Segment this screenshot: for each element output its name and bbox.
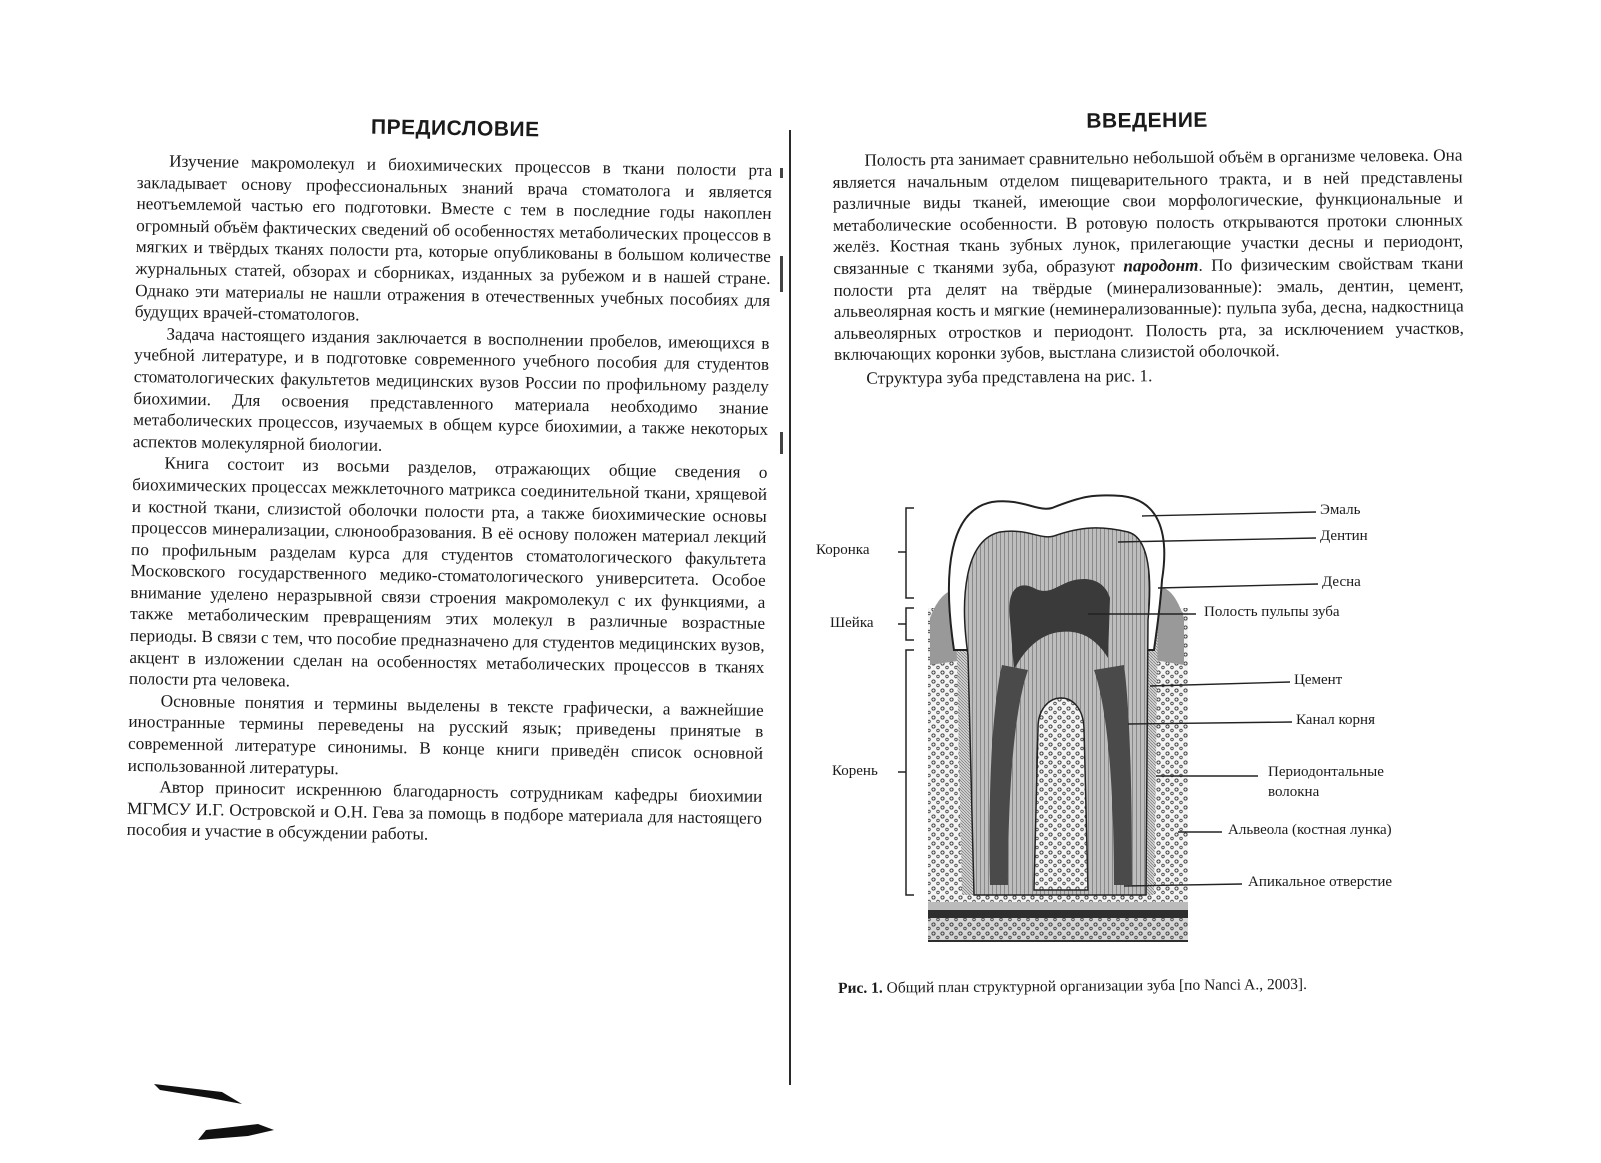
preface-paragraph-3: Книга состоит из восьми разделов, отражающих общие сведения о биохимических процессах межклеточного матрикса соединительной ткани, хрящевой и костной ткани, слизистой оболочки полости рта, а также биохимические основы процессов минерализации, слюнообразования. В её основу положен материал лекций по профильным разделам курса для студентов стоматологического факультета Московского государственного медико-стоматологического университета. Особое внимание уделено неразрывной связи строения макромолекул с их функциями, а также метаболическим превращениям этих молекул в различные возрастные периоды. В связи с тем, что пособие предназначено для студентов медицинских вузов, акцент в изложении сделан на особенностях метаболических процессов в тканях полости рта человека. <box>128 453 768 691</box>
term-parodont: пародонт <box>1123 255 1199 276</box>
tooth-figure <box>816 490 1472 960</box>
intro-text-part: . По физическим свойствам ткани полости рта делят на твёрдые (минерализованные): эмаль, дентин, цемент, альвеолярная кость и мягкие (неминерализованные): пульпа зуба, десна, надкостница альвеолярных отростков и периодонт. Полость рта, за исключением участков, включающих коронки зубов, выстлана слизистой оболочкой. <box>833 253 1464 365</box>
label-cement: Цемент <box>1294 672 1343 688</box>
label-gum: Десна <box>1322 574 1361 590</box>
neck-bracket <box>906 608 914 640</box>
interradicular-bone <box>1034 698 1088 890</box>
intro-text-part: Полость рта занимает сравнительно небольшой объём в организме человека. Она является начальным отделом пищеварительного тракта, и в ней представлены различные виды тканей, имеющие свои морфологические, функциональные и метаболические особенности. В ротовую полость открываются протоки слюнных желёз. Костная ткань зубных лунок, прилегающие участки десны и периодонт, связанные с тканями зуба, образуют <box>832 145 1464 278</box>
label-neck: Шейка <box>830 615 874 631</box>
figure-caption-label: Рис. 1. <box>838 979 883 997</box>
introduction-paragraph-1 <box>832 145 1464 366</box>
book-spine <box>789 130 791 1085</box>
preface-paragraph-5: Автор приносит искреннюю благодарность сотрудникам кафедры биохимии МГМСУ И.Г. Островской и О.Н. Гева за помощь в подборе материала для настоящего пособия и участие в обсуждении работы. <box>126 777 763 845</box>
label-periodontal-1: Периодонтальные <box>1268 764 1384 780</box>
label-root: Корень <box>832 763 878 779</box>
label-periodontal-2: волокна <box>1268 784 1320 800</box>
bone-bottom <box>928 918 1188 940</box>
introduction-heading: ВВЕДЕНИЕ <box>1086 108 1208 133</box>
preface-paragraph-1: Изучение макромолекул и биохимических процессов в ткани полости рта закладывает основу профессиональных знаний врача стоматолога и является неотъемлемой частью его подготовки. Вместе с тем в последние годы накоплен огромный объём фактических сведений об особенностях метаболических процессов в мягких и твёрдых тканях полости рта, которые опубликованы в большом количестве журнальных статей, обзорах и сборниках, изданных за рубежом и в нашей стране. Однако эти материалы не нашли отражения в отечественных учебных пособиях для будущих врачей-стоматологов. <box>134 151 773 325</box>
leader-gum <box>1158 584 1318 588</box>
label-pulp: Полость пульпы зуба <box>1204 604 1340 620</box>
label-crown: Коронка <box>816 542 870 558</box>
figure-caption <box>838 975 1458 998</box>
label-alveola: Альвеола (костная лунка) <box>1228 822 1392 838</box>
introduction-paragraph-2: Структура зуба представлена на рис. 1. <box>866 366 1153 388</box>
bone-base <box>928 902 1188 910</box>
gutter-mark <box>780 432 783 454</box>
label-canal: Канал корня <box>1296 712 1375 728</box>
leader-enamel <box>1142 512 1316 516</box>
gutter-mark <box>780 256 783 292</box>
preface-heading: ПРЕДИСЛОВИЕ <box>370 115 540 142</box>
preface-paragraph-4: Основные понятия и термины выделены в тексте графически, а важнейшие иностранные термины переведены на русский язык; приведены принятые в современной литературе синонимы. В конце книги приведён список основной использованной литературы. <box>127 691 764 778</box>
label-apical: Апикальное отверстие <box>1248 874 1393 890</box>
gutter-mark <box>780 168 783 178</box>
label-dentin: Дентин <box>1320 528 1368 544</box>
preface-paragraph-2: Задача настоящего издания заключается в восполнении пробелов, имеющихся в учебной литературе, и в подготовке современного учебного пособия для студентов стоматологических факультетов медицинских вузов России по профильному разделу биохимии. Для освоения представленного материала необходимо знание метаболических процессов, изучаемых в общем курсе биохимии, а также некоторых аспектов молекулярной биологии. <box>132 324 770 455</box>
right-page <box>832 107 1464 390</box>
root-bracket <box>906 650 914 895</box>
label-enamel: Эмаль <box>1320 502 1361 518</box>
scan-artifact <box>150 1078 280 1148</box>
crown-bracket <box>906 508 914 598</box>
figure-caption-text: Общий план структурной организации зуба [по Nanci A., 2003]. <box>882 975 1308 997</box>
left-page <box>127 112 773 851</box>
